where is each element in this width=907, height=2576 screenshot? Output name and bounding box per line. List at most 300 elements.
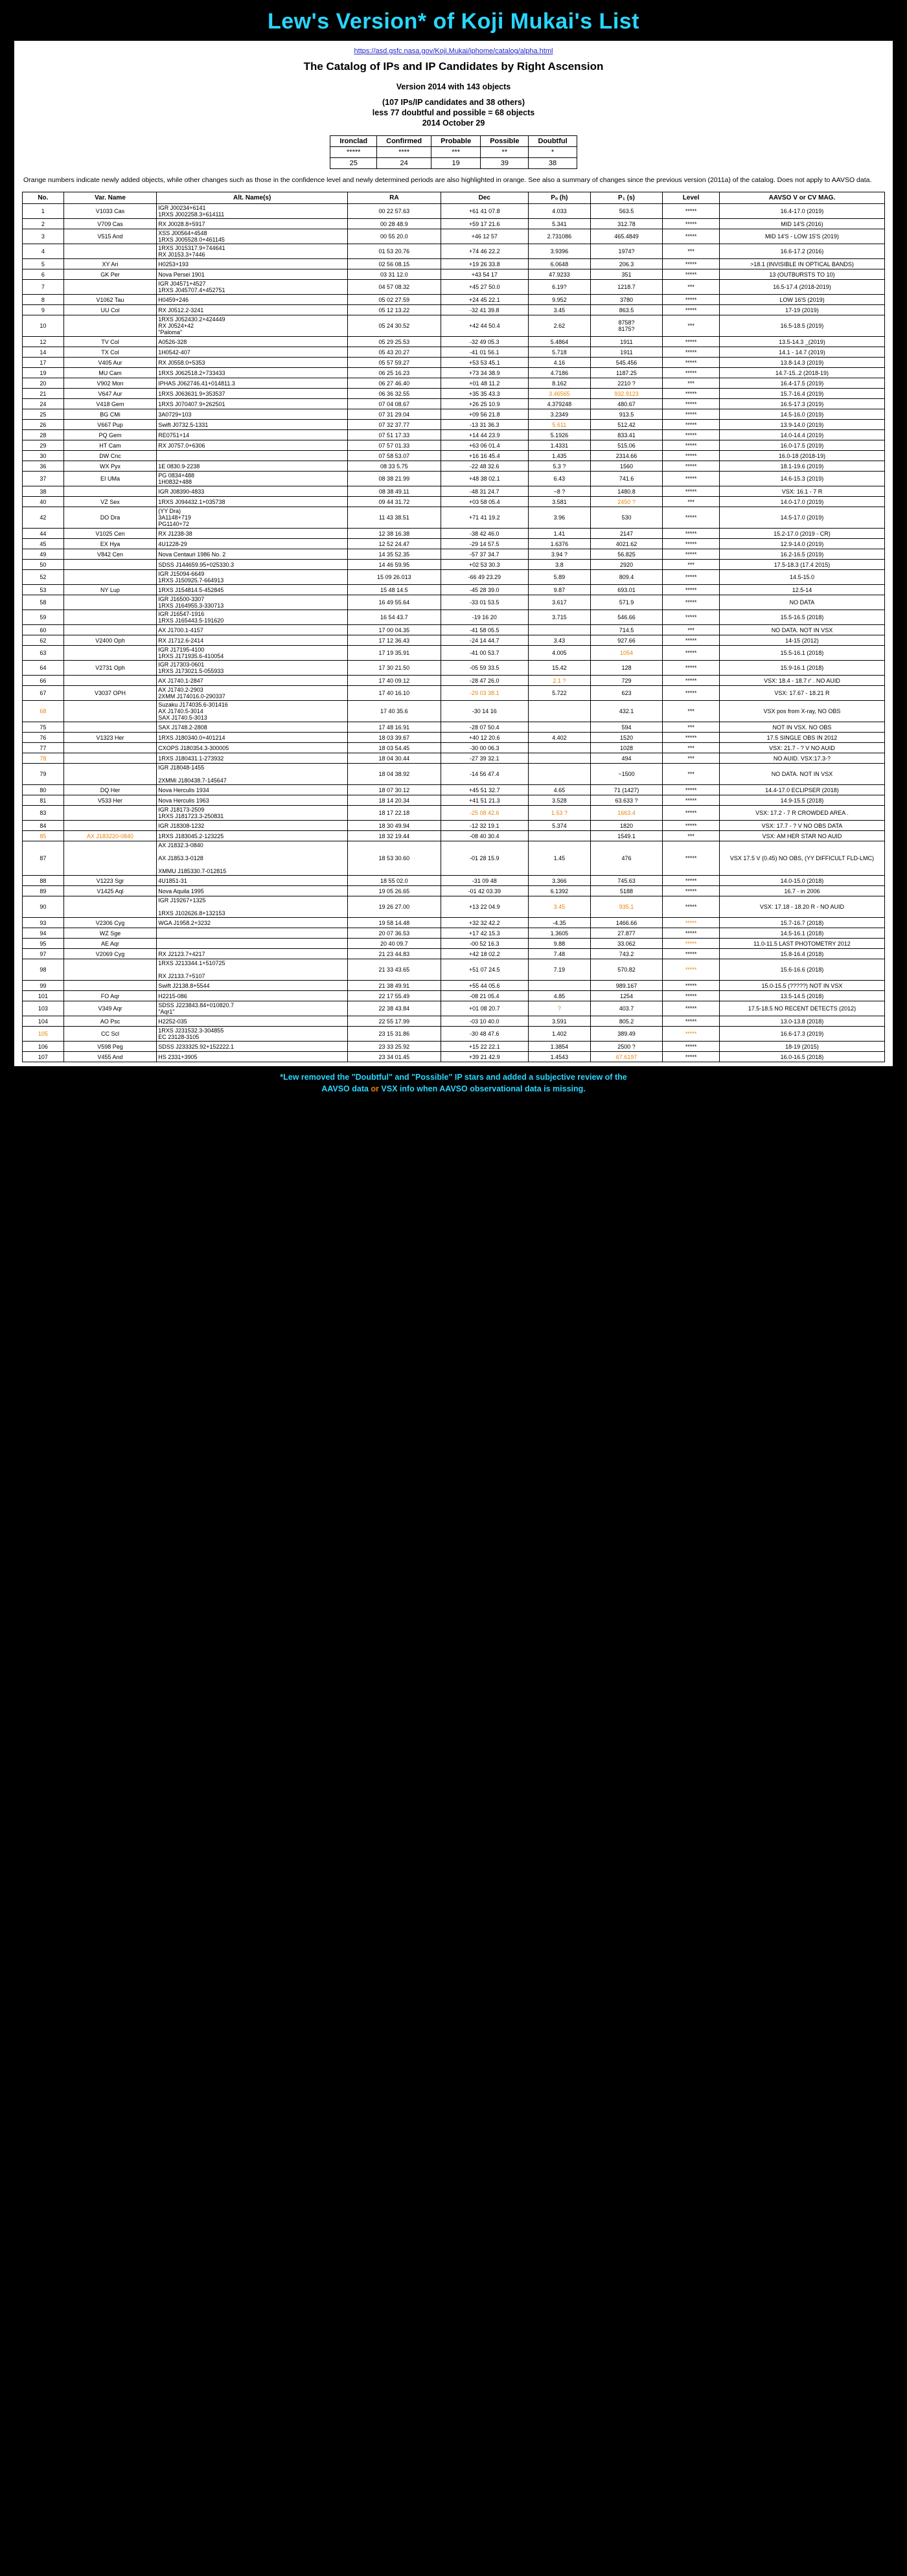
cell-no: 4 [23, 244, 64, 259]
cell-mag: VSX 17.5 V (0.45) NO OBS, (YY DIFFICULT FLD-LMC) [719, 841, 884, 876]
cell-ra: 23 34 01.45 [348, 1052, 441, 1062]
cell-no: 49 [23, 549, 64, 560]
cell-alt-name: Nova Persei 1901 [157, 269, 348, 280]
cell-dec: -08 40 30.4 [441, 831, 528, 841]
cell-alt-name: A0526-328 [157, 337, 348, 347]
cell-var-name: GK Per [63, 269, 156, 280]
cell-pspin: 1028 [590, 743, 663, 753]
source-link[interactable]: https://asd.gsfc.nasa.gov/Koji.Mukai/iphome/catalog/alpha.html [354, 47, 553, 55]
table-row [23, 539, 885, 549]
cell-level: *** [663, 722, 720, 733]
cell-dec: -38 42 46.0 [441, 529, 528, 539]
cell-alt-name: AX J1740.1-2847 [157, 676, 348, 686]
cell-ra: 06 36 32.55 [348, 389, 441, 399]
cell-pspin: 1820 [590, 821, 663, 831]
table-row [23, 981, 885, 991]
cell-porb: 4.65 [529, 785, 591, 795]
cell-pspin: 512.42 [590, 420, 663, 430]
cell-ra: 06 25 16.23 [348, 368, 441, 378]
cell-no: 60 [23, 625, 64, 635]
cell-pspin: 312.78 [590, 219, 663, 229]
cell-mag: 15.5-16.5 (2018) [719, 610, 884, 625]
cell-alt-name: HS 2331+3905 [157, 1052, 348, 1062]
cell-pspin: 571.9 [590, 595, 663, 610]
cell-mag: VSX pos from X-ray, NO OBS [719, 701, 884, 722]
cell-var-name: AX J183220-0840 [63, 831, 156, 841]
cell-no: 66 [23, 676, 64, 686]
cell-porb: 3.96 [529, 507, 591, 529]
cell-dec: +46 12 57 [441, 229, 528, 244]
cell-porb: 1.435 [529, 451, 591, 461]
cell-level: ***** [663, 886, 720, 896]
cell-ra: 03 31 12.0 [348, 269, 441, 280]
cell-var-name: EX Hya [63, 539, 156, 549]
cell-dec: -25 08 42.6 [441, 806, 528, 821]
cell-pspin: 128 [590, 661, 663, 676]
table-row [23, 204, 885, 219]
cell-dec: +26 25 10.9 [441, 399, 528, 409]
table-row [23, 1001, 885, 1016]
cell-alt-name: IGR J18173-2509 1RXS J181723.3-250831 [157, 806, 348, 821]
cell-ra: 18 03 54.45 [348, 743, 441, 753]
table-row [23, 1052, 885, 1062]
cell-mag: 17.5-18.3 (17.4 2015) [719, 560, 884, 570]
table-row [23, 676, 885, 686]
cell-var-name: V1025 Cen [63, 529, 156, 539]
cell-porb: 2.62 [529, 315, 591, 337]
cell-pspin: 546.66 [590, 610, 663, 625]
cell-porb: 3.9396 [529, 244, 591, 259]
cell-level: ***** [663, 337, 720, 347]
cell-porb: 3.366 [529, 876, 591, 886]
cell-porb: ~8 ? [529, 486, 591, 497]
cell-porb: 47.9233 [529, 269, 591, 280]
cell-no: 20 [23, 378, 64, 389]
table-row [23, 229, 885, 244]
cell-level: ***** [663, 1042, 720, 1052]
cell-porb: 9.87 [529, 585, 591, 595]
cell-level: ***** [663, 461, 720, 472]
cell-level: ***** [663, 229, 720, 244]
cell-alt-name: RX J2123.7+4217 [157, 949, 348, 959]
cell-porb: 5.341 [529, 219, 591, 229]
cell-no: 8 [23, 295, 64, 305]
cell-porb: 1.3605 [529, 928, 591, 939]
cell-no: 10 [23, 315, 64, 337]
cell-mag: 16.5-17.3 (2019) [719, 399, 884, 409]
legend-counts-row [330, 158, 577, 169]
cell-mag: 14.0-14.4 (2019) [719, 430, 884, 440]
cell-porb: 1.4331 [529, 440, 591, 451]
cell-var-name [63, 676, 156, 686]
cell-var-name: VZ Sex [63, 497, 156, 507]
cell-mag: VSX: 21.7 - ? V NO AUID [719, 743, 884, 753]
cell-pspin: 389.49 [590, 1027, 663, 1042]
cell-no: 50 [23, 560, 64, 570]
cell-level: ***** [663, 570, 720, 585]
table-row [23, 841, 885, 876]
cell-ra: 16 54 43.7 [348, 610, 441, 625]
cell-mag: 14.5-16.0 (2019) [719, 409, 884, 420]
cell-var-name: V2400 Oph [63, 635, 156, 646]
cell-pspin: 8758? 8175? [590, 315, 663, 337]
cell-level: ***** [663, 841, 720, 876]
cell-dec: +55 44 05.6 [441, 981, 528, 991]
cell-porb: 3.46565 [529, 389, 591, 399]
cell-level: ***** [663, 1052, 720, 1062]
cell-pspin: 805.2 [590, 1016, 663, 1027]
table-row [23, 451, 885, 461]
cell-var-name: DW Cnc [63, 451, 156, 461]
cell-ra: 17 40 09.12 [348, 676, 441, 686]
table-row [23, 795, 885, 806]
cell-level: ***** [663, 806, 720, 821]
table-row [23, 507, 885, 529]
cell-ra: 07 57 01.33 [348, 440, 441, 451]
cell-mag: VSX: 17.2 - 7 R CROWDED AREA . [719, 806, 884, 821]
cell-ra: 07 58 53.07 [348, 451, 441, 461]
cell-level: ***** [663, 939, 720, 949]
cell-var-name [63, 959, 156, 981]
cell-no: 107 [23, 1052, 64, 1062]
cell-pspin: 1663.4 [590, 806, 663, 821]
cell-mag: 15.7-16.4 (2019) [719, 389, 884, 399]
cell-level: ***** [663, 676, 720, 686]
cell-porb: 5.4864 [529, 337, 591, 347]
cell-dec: +03 58 05.4 [441, 497, 528, 507]
cell-pspin: 1054 [590, 646, 663, 661]
legend-header-confirmed: Confirmed [377, 136, 431, 147]
cell-pspin: 33.062 [590, 939, 663, 949]
cell-ra: 17 19 35.91 [348, 646, 441, 661]
cell-level: ***** [663, 896, 720, 918]
cell-var-name: V405 Aur [63, 358, 156, 368]
cell-pspin: 1911 [590, 337, 663, 347]
cell-alt-name: SAX J1748.2-2808 [157, 722, 348, 733]
cell-porb: 3.8 [529, 560, 591, 570]
cell-var-name [63, 753, 156, 764]
cell-alt-name: CXOPS J180354.3-300005 [157, 743, 348, 753]
table-row [23, 939, 885, 949]
cell-dec: +45 51 32.7 [441, 785, 528, 795]
legend-header-doubtful: Doubtful [529, 136, 577, 147]
cell-no: 94 [23, 928, 64, 939]
cell-ra: 18 07 30.12 [348, 785, 441, 795]
cell-var-name: UU Col [63, 305, 156, 315]
cell-porb: 5.722 [529, 686, 591, 701]
cell-no: 87 [23, 841, 64, 876]
legend-header-ironclad: Ironclad [330, 136, 377, 147]
cell-level: *** [663, 831, 720, 841]
cell-pspin: 863.5 [590, 305, 663, 315]
cell-no: 3 [23, 229, 64, 244]
cell-var-name: TX Col [63, 347, 156, 358]
cell-mag: 16.6-17.2 (2016) [719, 244, 884, 259]
table-row [23, 430, 885, 440]
cell-pspin: 351 [590, 269, 663, 280]
col-ra: RA [348, 192, 441, 204]
cell-level: ***** [663, 420, 720, 430]
count-line-1: (107 IPs/IP candidates and 38 others) [382, 98, 525, 107]
col-level: Level [663, 192, 720, 204]
table-row [23, 560, 885, 570]
cell-dec: -22 48 32.6 [441, 461, 528, 472]
cell-var-name: V647 Aur [63, 389, 156, 399]
cell-pspin: 71 (1427) [590, 785, 663, 795]
cell-no: 103 [23, 1001, 64, 1016]
cell-var-name [63, 280, 156, 295]
cell-no: 30 [23, 451, 64, 461]
cell-dec: -27 39 32.1 [441, 753, 528, 764]
cell-alt-name: Swift J2138.8+5544 [157, 981, 348, 991]
table-row [23, 886, 885, 896]
cell-no: 62 [23, 635, 64, 646]
table-row [23, 409, 885, 420]
cell-ra: 07 32 37.77 [348, 420, 441, 430]
cell-level: ***** [663, 991, 720, 1001]
cell-alt-name: WGA J1958.2+3232 [157, 918, 348, 928]
cell-no: 53 [23, 585, 64, 595]
cell-ra: 17 30 21.50 [348, 661, 441, 676]
cell-ra: 11 43 38.51 [348, 507, 441, 529]
cell-level: ***** [663, 949, 720, 959]
cell-dec: +43 54 17 [441, 269, 528, 280]
cell-mag: VSX: 17.7 - ? V NO OBS DATA [719, 821, 884, 831]
cell-ra: 15 48 14.5 [348, 585, 441, 595]
cell-alt-name: RX J1238-38 [157, 529, 348, 539]
cell-alt-name: 1RXS J062518.2+733433 [157, 368, 348, 378]
cell-var-name: V533 Her [63, 795, 156, 806]
cell-alt-name: Swift J0732.5-1331 [157, 420, 348, 430]
cell-alt-name: 4U1228-29 [157, 539, 348, 549]
cell-dec: +01 48 11.2 [441, 378, 528, 389]
cell-dec: +39 21 42.9 [441, 1052, 528, 1062]
cell-mag: LOW 16'S (2019) [719, 295, 884, 305]
cell-alt-name: H2252-035 [157, 1016, 348, 1027]
cell-no: 90 [23, 896, 64, 918]
table-row [23, 722, 885, 733]
cell-porb: -4.35 [529, 918, 591, 928]
cell-ra: 00 55 20.0 [348, 229, 441, 244]
cell-pspin: 570.82 [590, 959, 663, 981]
cell-var-name: V1223 Sgr [63, 876, 156, 886]
cell-porb: 5.3 ? [529, 461, 591, 472]
cell-level: ***** [663, 219, 720, 229]
cell-var-name [63, 570, 156, 585]
cell-dec: +74 46 22.2 [441, 244, 528, 259]
cell-no: 77 [23, 743, 64, 753]
cell-porb: 15.42 [529, 661, 591, 676]
cell-porb [529, 722, 591, 733]
confidence-legend [330, 135, 577, 169]
table-row [23, 368, 885, 378]
cell-porb: ? [529, 1001, 591, 1016]
cell-pspin: 1520 [590, 733, 663, 743]
table-row [23, 918, 885, 928]
cell-pspin: 989.167 [590, 981, 663, 991]
cell-porb: 4.85 [529, 991, 591, 1001]
cell-mag: 17.5-18.5 NO RECENT DETECTS (2012) [719, 1001, 884, 1016]
cell-mag: 15.8-16.4 (2018) [719, 949, 884, 959]
cell-level: ***** [663, 795, 720, 806]
cell-porb: 1.53 ? [529, 806, 591, 821]
cell-no: 26 [23, 420, 64, 430]
cell-ra: 20 40 09.7 [348, 939, 441, 949]
table-row [23, 876, 885, 886]
cell-mag: 14.0-15.0 (2018) [719, 876, 884, 886]
cell-var-name: BG CMi [63, 409, 156, 420]
cell-mag: 15.6-16.6 (2018) [719, 959, 884, 981]
cell-ra: 07 04 08.67 [348, 399, 441, 409]
cell-var-name: AE Aqr [63, 939, 156, 949]
cell-ra: 19 05 26.65 [348, 886, 441, 896]
cell-var-name: V902 Mon [63, 378, 156, 389]
cell-alt-name: PG 0834+488 1H0832+488 [157, 472, 348, 486]
cell-ra: 00 22 57.63 [348, 204, 441, 219]
cell-dec: +35 35 43.3 [441, 389, 528, 399]
cell-var-name: V515 And [63, 229, 156, 244]
cell-no: 84 [23, 821, 64, 831]
count-line-2: less 77 doubtful and possible = 68 objects [372, 108, 535, 117]
cell-porb: 1.3854 [529, 1042, 591, 1052]
cell-ra: 16 49 55.64 [348, 595, 441, 610]
cell-var-name: WZ Sge [63, 928, 156, 939]
cell-alt-name: Suzaku J174035.6-301416 AX J1740.5-3014 SAX J1740.5-3013 [157, 701, 348, 722]
cell-mag: 14.9-15.5 (2018) [719, 795, 884, 806]
cell-ra: 20 07 36.53 [348, 928, 441, 939]
cell-alt-name: 1H0542-407 [157, 347, 348, 358]
cell-level: ***** [663, 399, 720, 409]
cell-mag: NO AUID. VSX:17.3-? [719, 753, 884, 764]
date-line: 2014 October 29 [422, 119, 485, 128]
cell-ra: 19 26 27.00 [348, 896, 441, 918]
cell-porb: 3.715 [529, 610, 591, 625]
cell-pspin: 2500 ? [590, 1042, 663, 1052]
cell-no: 17 [23, 358, 64, 368]
cell-pspin: 729 [590, 676, 663, 686]
cell-ra: 17 40 16.10 [348, 686, 441, 701]
table-row [23, 764, 885, 785]
cell-porb: 4.7186 [529, 368, 591, 378]
cell-pspin: 1466.66 [590, 918, 663, 928]
cell-level: ***** [663, 472, 720, 486]
table-row [23, 1027, 885, 1042]
cell-pspin: 741.6 [590, 472, 663, 486]
cell-alt-name: IGR J16547-1916 1RXS J165443.5-191620 [157, 610, 348, 625]
cell-level: ***** [663, 486, 720, 497]
cell-var-name: V1062 Tau [63, 295, 156, 305]
cell-level: ***** [663, 959, 720, 981]
cell-no: 59 [23, 610, 64, 625]
cell-alt-name: IGR J04571+4527 1RXS J045707.4+452751 [157, 280, 348, 295]
cell-var-name [63, 244, 156, 259]
table-row [23, 358, 885, 368]
cell-no: 95 [23, 939, 64, 949]
cell-dec: +59 17 21.6 [441, 219, 528, 229]
cell-no: 88 [23, 876, 64, 886]
footer-line-2a: AAVSO data [321, 1084, 371, 1094]
footer-note [0, 1066, 907, 1104]
cell-dec: +32 32 42.2 [441, 918, 528, 928]
cell-no: 24 [23, 399, 64, 409]
cell-level: *** [663, 378, 720, 389]
cell-porb [529, 764, 591, 785]
table-row [23, 347, 885, 358]
cell-mag: 13.0-13.8 (2018) [719, 1016, 884, 1027]
cell-level: ***** [663, 1027, 720, 1042]
cell-alt-name: 1RXS J070407.9+262501 [157, 399, 348, 409]
cell-porb: 2.731086 [529, 229, 591, 244]
cell-dec: +24 45 22.1 [441, 295, 528, 305]
cell-no: 64 [23, 661, 64, 676]
cell-var-name [63, 841, 156, 876]
cell-ra: 17 00 04.35 [348, 625, 441, 635]
cell-var-name: V2731 Oph [63, 661, 156, 676]
cell-ra: 07 31 29.04 [348, 409, 441, 420]
cell-level: ***** [663, 661, 720, 676]
cell-no: 104 [23, 1016, 64, 1027]
cell-alt-name: 1E 0830.9-2238 [157, 461, 348, 472]
cell-dec: +13 22 04.9 [441, 896, 528, 918]
cell-dec: -57 37 34.7 [441, 549, 528, 560]
cell-porb: 3.2349 [529, 409, 591, 420]
cell-mag: 13.5-14.3 _(2019) [719, 337, 884, 347]
cell-mag: VSX: 16.1 - 7 R [719, 486, 884, 497]
cell-level: ***** [663, 259, 720, 269]
cell-level: ***** [663, 876, 720, 886]
cell-porb [529, 753, 591, 764]
table-row [23, 378, 885, 389]
cell-pspin: 2147 [590, 529, 663, 539]
cell-dec: +61 41 07.8 [441, 204, 528, 219]
cell-level: ***** [663, 539, 720, 549]
cell-dec: +02 53 30.3 [441, 560, 528, 570]
cell-mag: 15.0-15.5 (?????) NOT IN VSX [719, 981, 884, 991]
cell-ra: 22 17 55.49 [348, 991, 441, 1001]
cell-mag: NO DATA. NOT IN VSX [719, 625, 884, 635]
table-row [23, 295, 885, 305]
cell-dec: +53 53 45.1 [441, 358, 528, 368]
cell-alt-name: 1RXS J231532.3-304855 EC 23128-3105 [157, 1027, 348, 1042]
table-row [23, 610, 885, 625]
cell-porb: 1.402 [529, 1027, 591, 1042]
cell-alt-name [157, 939, 348, 949]
cell-dec: +16 16 45.4 [441, 451, 528, 461]
cell-no: 44 [23, 529, 64, 539]
cell-porb: 4.16 [529, 358, 591, 368]
cell-ra: 08 38 21.99 [348, 472, 441, 486]
cell-var-name: V842 Cen [63, 549, 156, 560]
cell-mag: VSX: 18.4 - 18.7 r' . NO AUID [719, 676, 884, 686]
cell-alt-name: 3A0729+103 [157, 409, 348, 420]
cell-var-name: V1323 Her [63, 733, 156, 743]
cell-mag: 15.9-16.1 (2018) [719, 661, 884, 676]
cell-dec: -30 00 06.3 [441, 743, 528, 753]
cell-pspin: 2450 ? [590, 497, 663, 507]
cell-var-name [63, 896, 156, 918]
cell-var-name: HT Cam [63, 440, 156, 451]
cell-ra: 14 35 52.35 [348, 549, 441, 560]
cell-dec: -66 49 23.29 [441, 570, 528, 585]
cell-level: ***** [663, 347, 720, 358]
cell-ra: 22 38 43.84 [348, 1001, 441, 1016]
cell-dec: -28 47 26.0 [441, 676, 528, 686]
cell-var-name [63, 560, 156, 570]
cell-pspin: 206.3 [590, 259, 663, 269]
cell-level: ***** [663, 305, 720, 315]
cell-ra: 00 28 48.9 [348, 219, 441, 229]
cell-porb: 5.718 [529, 347, 591, 358]
